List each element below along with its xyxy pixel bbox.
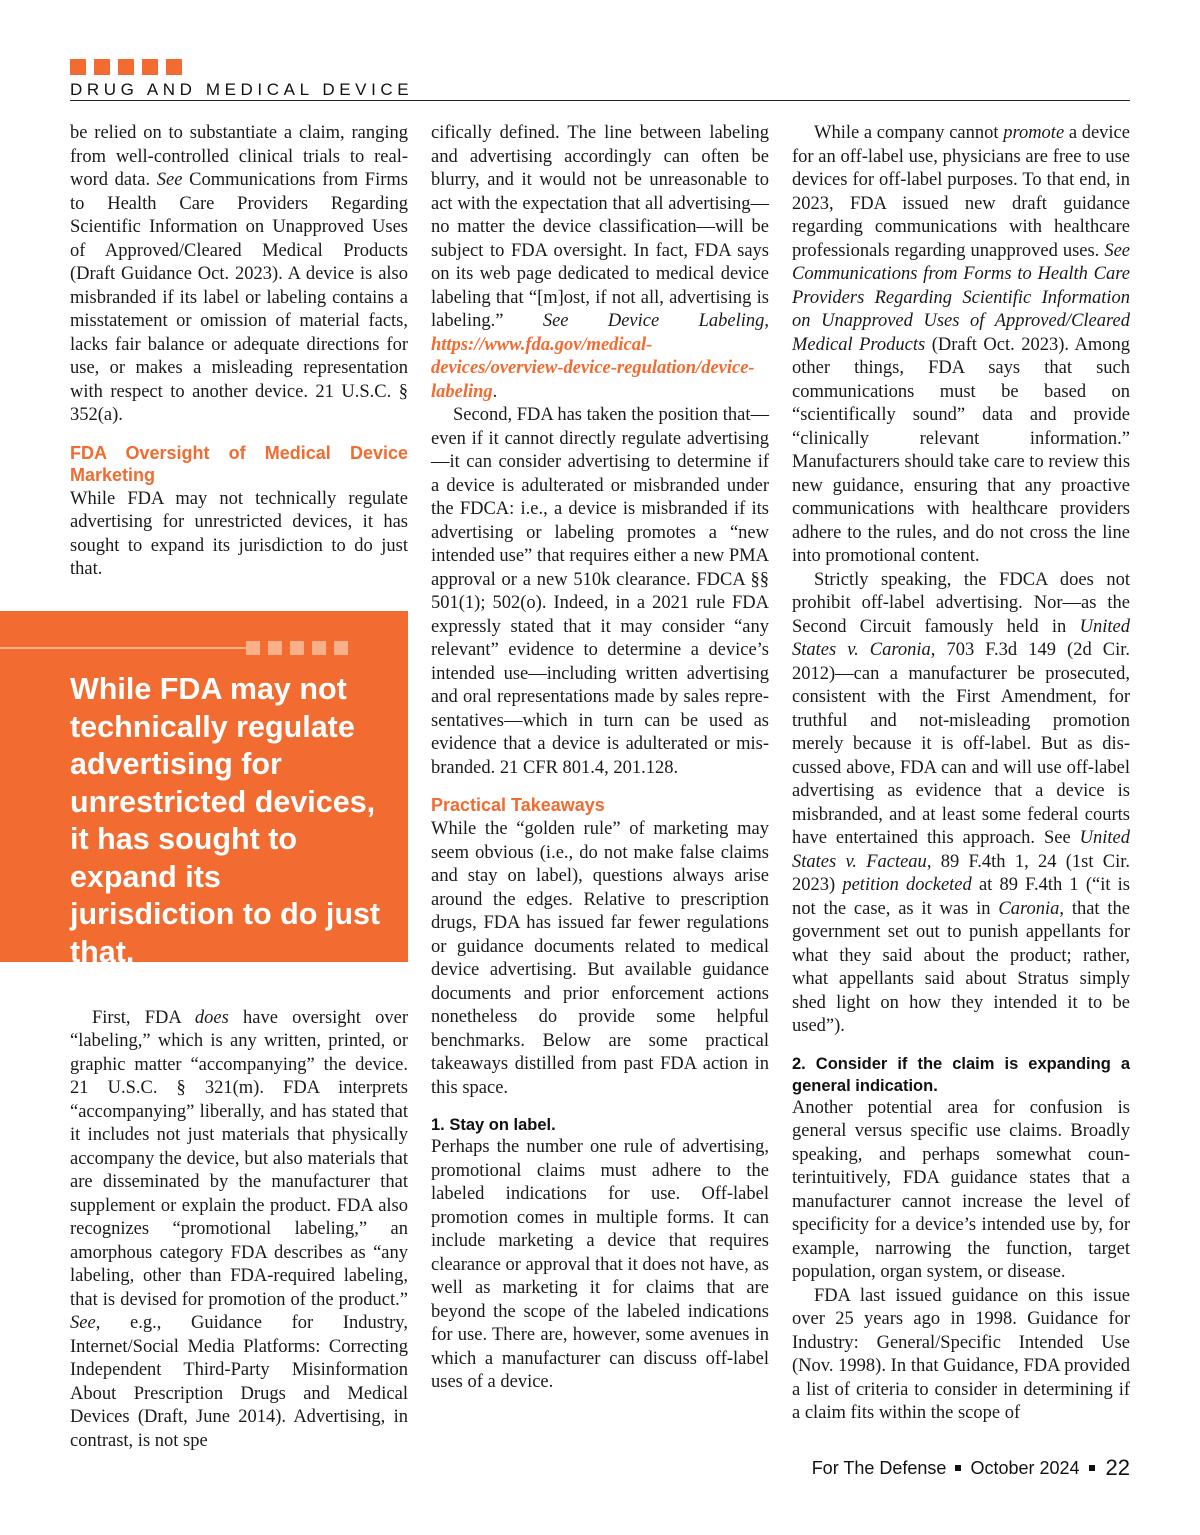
pull-quote-ornament [0,641,360,655]
page-number: 22 [1105,1455,1130,1480]
issue-date: October 2024 [970,1457,1080,1478]
separator-dot [1089,1465,1095,1471]
page-footer [812,1455,1130,1481]
paragraph: While the “golden rule” of marketing may seem obvious (i.e., do not make false claims and stay on label), questions always arise around the edges. Relative to prescription drugs, FDA has issued far fewer regulations or guidance documents related to medical device advertising. But available guidance documents and prior enforcement actions nonetheless do provide some helpful benchmarks. Below are some practical takeaways distilled from past FDA action in this space. [431,819,769,1098]
subheading-practical-takeaways: Practical Takeaways [431,795,605,815]
marker-square [166,59,182,75]
paragraph: Perhaps the number one rule of advertising, promotional claims must adhere to the labeled indications for use. Off-label promotion comes in multiple forms. It can include marketing a device that requires clearance or approval that it does not have, as well as marketing it for claims that are beyond the scope of the labeled indications for use. There are, however, some avenues in which a manufacturer can discuss off-label uses of a device. [431,1137,769,1392]
paragraph: cifically defined. The line between labeling and advertising accordingly can often be blurry, and it would not be unreasonable to act with the expectation that all advertising—no matter the device classification—will be subject to FDA oversight. In fact, FDA says on its web page dedicated to medical device labeling that “[m]ost, if not all, advertising is labeling.” See Device Labeling, https://www.fda.gov/medical-devices/overview-device-regulation/device-labeling. [431,123,769,402]
header-rule [70,100,1130,101]
paragraph: First, FDA does have oversight over “labeling,” which is any written, printed, or graphic matter “accompanying” the device. 21 U.S.C. § 321(m). FDA interprets “accompanying” liberally, and has stated that it includes not just materials that physically accompany the device, but also materials that are disseminated by the manufacturer that supplement or explain the product. FDA also recognizes “promotional labeling,” an amorphous category FDA describes as “any labeling, other than FDA-required labeling, that is devised for promotion of the product.” See, e.g., Guidance for Industry, Internet/Social Media Platforms: Correcting Independent Third-Party Misinformation About Prescription Drugs and Medical Devices (Draft, June 2014). Advertising, in contrast, is not spe [70,1007,408,1451]
subheading-fda-oversight: FDA Oversight of Medical Device Marketing [70,442,408,485]
section-marker-squares [70,59,182,75]
paragraph: be relied on to substantiate a claim, ranging from well-controlled clinical trials to real-word data. See Communications from Firms to Health Care Providers Regarding Scientific Information on Unapproved Uses of Approved/Cleared Medical Products (Draft Guidance Oct. 2023). A device is also misbranded if its label or labeling contains a misstatement or omission of material facts, lacks fair balance or adequate directions for use, or makes a misleading representation with respect to another device. 21 U.S.C. § 352(a). [70,123,408,425]
paragraph: While FDA may not technically regulate advertising for unrestricted devices, it has sought to expand its jurisdiction to do just that. [70,488,408,579]
marker-square [94,59,110,75]
marker-square [70,59,86,75]
marker-square [142,59,158,75]
pull-quote-text: While FDA may not technically regulate advertising for unrestricted devices, it has sought to expand its jurisdiction to do just that. [70,672,381,969]
subheading-stay-on-label: 1. Stay on label. [431,1116,556,1134]
paragraph: Second, FDA has taken the position that—even if it cannot directly regulate advertising—it can consider advertising to determine if a device is adulterated or misbranded under the FDCA: i.e., a device is misbranded if its advertising or labeling promotes a “new intended use” that requires either a new PMA approval or a new 510k clearance. FDCA §§ 501(1); 502(o). Indeed, in a 2021 rule FDA expressly stated that it may consider “any relevant” evidence to determine a device’s intended use—including written advertising and oral representations made by sales representatives—which in turn can be used as evidence that a device is adulterated or misbranded. 21 CFR 801.4, 201.128. [431,405,770,778]
column-3 [792,122,1130,1426]
column-2 [431,122,769,1395]
paragraph: Another potential area for confusion is general versus specific use claims. Broadly speaking, and perhaps somewhat counterintuitively, FDA guidance states that a manufacturer cannot increase the level of specificity for a device’s intended use by, for example, narrowing the function, target population, organ system, or disease. [792,1097,1130,1282]
subheading-general-indication: 2. Consider if the claim is expanding a general indication. [792,1054,1130,1095]
pull-quote-box [0,611,408,969]
section-label: DRUG AND MEDICAL DEVICE [70,80,414,99]
marker-square [118,59,134,75]
paragraph: While a company cannot promote a device for an off-label use, physicians are free to use devices for off-label purposes. To that end, in 2023, FDA issued new draft guidance regarding communications with healthcare professionals regarding unapproved uses. See Communications from Forms to Health Care Providers Regarding Scientific Information on Unapproved Uses of Approved/Cleared Medical Products (Draft Oct. 2023). Among other things, FDA says that such communications must be based on “scientifically sound” data and provide “clinically relevant information.” Manufacturers should take care to review this new guidance, ensuring that any proactive communications with healthcare providers adhere to the rules, and do not cross the line into promotional content. [792,123,1131,566]
paragraph: Strictly speaking, the FDCA does not prohibit off-label advertising. Nor—as the Second Circuit famously held in United States v. Caronia, 703 F.3d 149 (2d Cir. 2012)—can a manufacturer be prosecuted, consistent with the First Amendment, for truthful and not-misleading promotion merely because it is off-label. But as discussed above, FDA can and will use off-label advertising as evidence that a device is misbranded, and at least some federal courts have entertained this approach. See United States v. Facteau, 89 F.4th 1, 24 (1st Cir. 2023) petition docketed at 89 F.4th 1 (“it is not the case, as it was in Caronia, that the government set out to punish appellants for what they said about the product; rather, what appellants said about Stratus simply shed light on how they intended it to be used”). [792,569,1130,1036]
publication-name: For The Defense [811,1457,947,1478]
paragraph: FDA last issued guidance on this issue over 25 years ago in 1998. Guidance for Industry: General/Specific Intended Use (Nov. 1998). In that Guidance, FDA provided a list of criteria to consider in determining if a claim fits within the scope of [792,1285,1130,1423]
separator-dot [955,1465,961,1471]
